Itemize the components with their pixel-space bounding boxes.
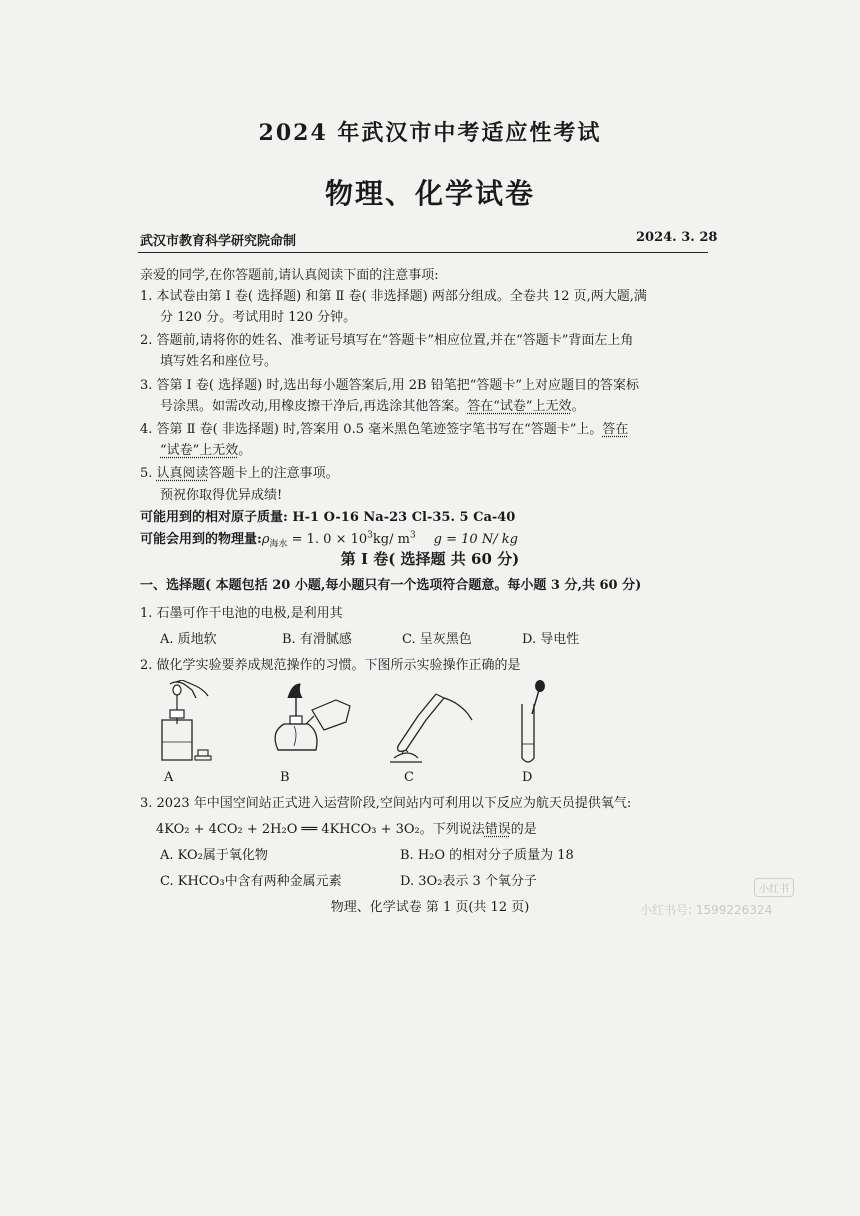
section-1-instruction: 一、选择题( 本题包括 20 小题,每小题只有一个选项符合题意。每小题 3 分,共 60 分) bbox=[140, 578, 642, 593]
issuer: 武汉市教育科学研究院命制 bbox=[140, 234, 297, 249]
notice-item-3a: 3. 答第 Ⅰ 卷( 选择题) 时,选出每小题答案后,用 2B 铅笔把“答题卡”上对应题目的答案标 bbox=[140, 378, 639, 393]
rho-value: = 1. 0 × 10 bbox=[287, 532, 368, 547]
notice-intro: 亲爱的同学,在你答题前,请认真阅读下面的注意事项: bbox=[140, 268, 439, 283]
physics-constants-line bbox=[140, 528, 518, 550]
figure-label-d: D bbox=[522, 770, 533, 785]
notice-item-5-pre: 5. bbox=[140, 466, 157, 481]
q3-option-a: A. KO₂属于氧化物 bbox=[160, 848, 268, 863]
q3-stem: 3. 2023 年中国空间站正式进入运营阶段,空间站内可利用以下反应为航天员提供氧气: bbox=[140, 796, 632, 811]
notice-item-4b bbox=[160, 439, 251, 458]
q2-stem: 2. 做化学实验要养成规范操作的习惯。下图所示实验操作正确的是 bbox=[140, 658, 521, 673]
notice-item-4b-emph: “试卷”上无效 bbox=[160, 443, 239, 458]
notice-item-5 bbox=[140, 462, 339, 481]
gravity-constant: g = 10 N/ kg bbox=[433, 532, 518, 547]
atomic-mass-line: 可能用到的相对原子质量: H-1 O-16 Na-23 Cl-35. 5 Ca-40 bbox=[140, 510, 516, 525]
q1-option-c: C. 呈灰黑色 bbox=[402, 632, 472, 647]
header-rule bbox=[138, 252, 708, 253]
q3-option-d: D. 3O₂表示 3 个氧分子 bbox=[400, 874, 537, 889]
rho-subscript: 海水 bbox=[269, 539, 288, 550]
figure-label-a: A bbox=[164, 770, 174, 785]
q3-option-b: B. H₂O 的相对分子质量为 18 bbox=[400, 848, 574, 863]
exam-title: 2024 年武汉市中考适应性考试 bbox=[258, 120, 602, 146]
q1-option-b: B. 有滑腻感 bbox=[282, 632, 352, 647]
notice-item-3b-emph: 答在“试卷”上无效 bbox=[467, 399, 572, 414]
rho-unit: kg/ m bbox=[372, 532, 410, 547]
rho-unit-exponent: 3 bbox=[409, 530, 416, 541]
notice-item-1a: 1. 本试卷由第 Ⅰ 卷( 选择题) 和第 Ⅱ 卷( 非选择题) 两部分组成。全卷共 12 页,两大题,满 bbox=[140, 289, 647, 304]
q3-equation-post: 的是 bbox=[510, 822, 537, 837]
q1-option-a: A. 质地软 bbox=[160, 632, 217, 647]
subject-title: 物理、化学试卷 bbox=[324, 177, 535, 210]
q3-equation-pre: 4KO₂ + 4CO₂ + 2H₂O ══ 4KHCO₃ + 3O₂。下列说法 bbox=[156, 822, 485, 837]
watermark-text: 小红书号: 1599226324 bbox=[640, 903, 773, 917]
notice-item-4a-pre: 4. 答第 Ⅱ 卷( 非选择题) 时,答案用 0.5 毫米黑色笔迹签字笔书写在“答题卡”上。 bbox=[140, 422, 603, 437]
notice-item-4a bbox=[140, 418, 628, 437]
notice-item-1b: 分 120 分。考试用时 120 分钟。 bbox=[160, 310, 357, 325]
notice-item-3b-pre: 号涂黑。如需改动,用橡皮擦干净后,再选涂其他答案。 bbox=[160, 399, 468, 414]
figure-d-test-tube-dropper bbox=[510, 678, 550, 766]
section-1-title: 第 Ⅰ 卷( 选择题 共 60 分) bbox=[340, 550, 520, 568]
notice-item-5-post: 答题卡上的注意事项。 bbox=[208, 466, 339, 481]
q1-option-d: D. 导电性 bbox=[522, 632, 580, 647]
exam-date: 2024. 3. 28 bbox=[636, 230, 718, 245]
notice-item-4a-emph: 答在 bbox=[602, 422, 629, 437]
page-footer: 物理、化学试卷 第 1 页(共 12 页) bbox=[330, 900, 530, 915]
notice-item-2b: 填写姓名和座位号。 bbox=[160, 354, 278, 369]
q3-option-c: C. KHCO₃中含有两种金属元素 bbox=[160, 874, 342, 889]
figure-c-heating-test-tube bbox=[384, 684, 474, 766]
rho-symbol: ρ bbox=[261, 532, 270, 547]
notice-item-3b-post: 。 bbox=[571, 399, 585, 414]
q3-equation bbox=[156, 818, 537, 837]
q3-equation-emph: 错误 bbox=[484, 822, 511, 837]
figure-label-b: B bbox=[280, 770, 290, 785]
notice-item-5-emph: 认真阅读 bbox=[156, 466, 209, 481]
figure-b-alcohol-lamp bbox=[254, 680, 354, 766]
notice-item-3b bbox=[160, 395, 585, 414]
q1-stem: 1. 石墨可作干电池的电极,是利用其 bbox=[140, 606, 343, 621]
figure-a-dropper-bottle bbox=[140, 680, 220, 766]
notice-item-2a: 2. 答题前,请将你的姓名、准考证号填写在“答题卡”相应位置,并在“答题卡”背面左上角 bbox=[140, 333, 634, 348]
figure-label-c: C bbox=[404, 770, 414, 785]
rho-exponent: 3 bbox=[367, 530, 373, 541]
physics-label: 可能会用到的物理量: bbox=[140, 532, 262, 547]
watermark-badge: 小红书 bbox=[754, 878, 794, 897]
notice-item-4b-post: 。 bbox=[238, 443, 252, 458]
notice-wish: 预祝你取得优异成绩! bbox=[160, 488, 283, 503]
